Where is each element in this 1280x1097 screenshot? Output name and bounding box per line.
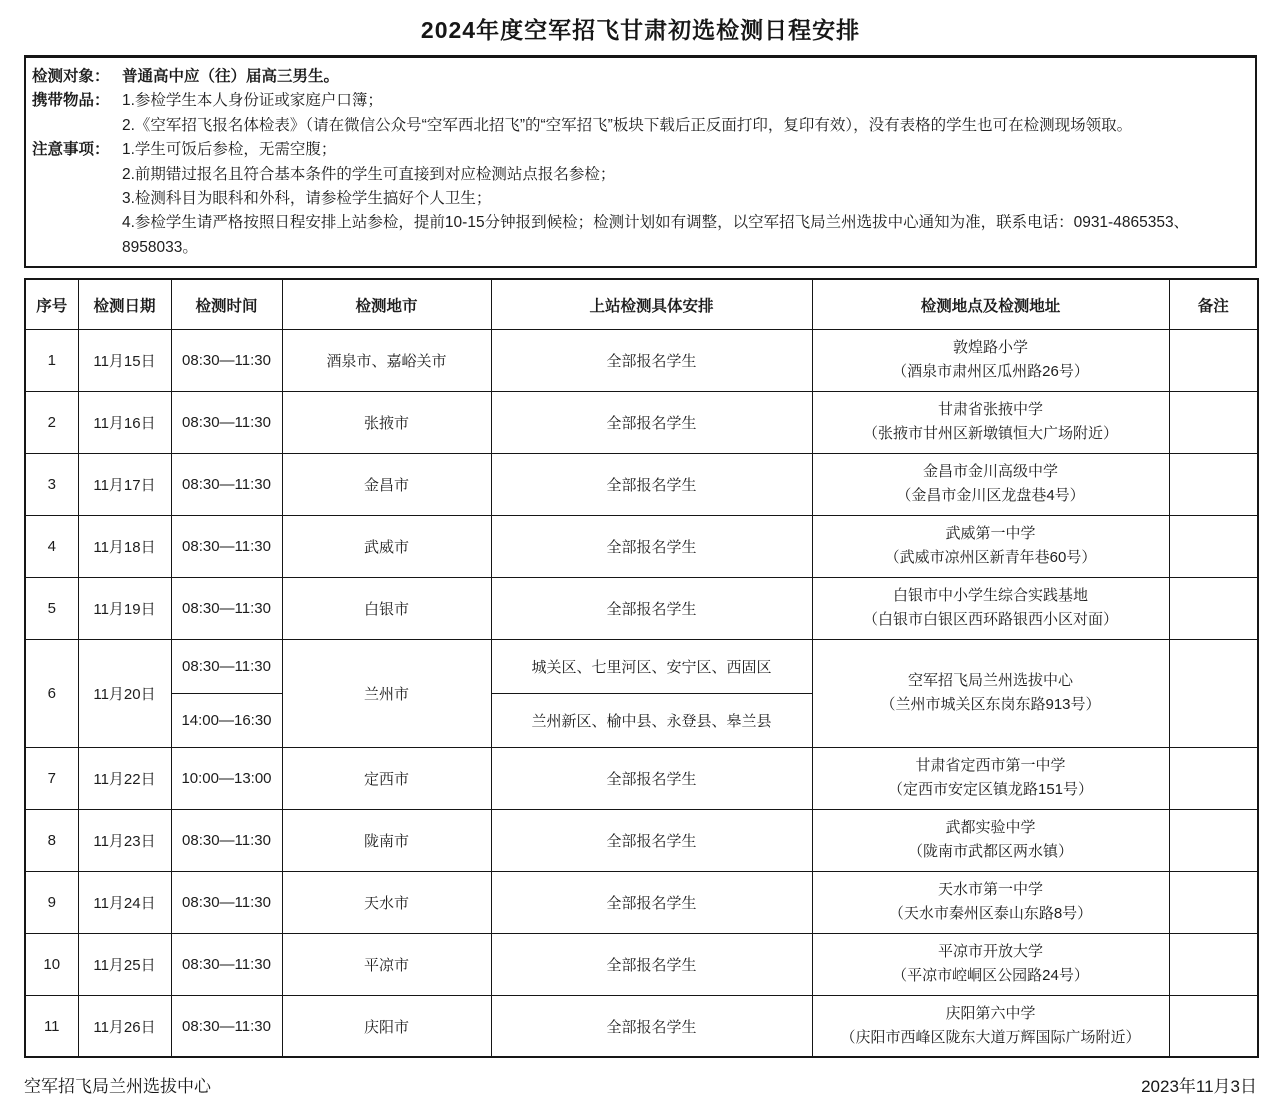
location-address: （武威市凉州区新青年巷60号） [884, 549, 1097, 567]
cell-no: 8 [25, 809, 78, 871]
note-group-items [32, 89, 1245, 138]
cell-location [812, 515, 1169, 577]
location-name: 敦煌路小学 [952, 339, 1028, 357]
cell-city: 陇南市 [282, 809, 491, 871]
location-name: 金昌市金川高级中学 [922, 463, 1058, 481]
location-address: （兰州市城关区东岗东路913号） [880, 696, 1101, 714]
cell-arrangement: 全部报名学生 [491, 577, 812, 639]
cell-time: 08:30—11:30 [171, 329, 282, 391]
note-line: 普通高中应（往）届高三男生。 [122, 68, 340, 85]
cell-arrangement: 全部报名学生 [491, 453, 812, 515]
cell-city: 兰州市 [282, 639, 491, 747]
location-name: 白银市中小学生综合实践基地 [892, 587, 1088, 605]
location-address: （陇南市武都区两水镇） [907, 843, 1073, 861]
cell-city: 庆阳市 [282, 995, 491, 1057]
cell-arrangement: 兰州新区、榆中县、永登县、皋兰县 [491, 693, 812, 747]
location-name: 平凉市开放大学 [937, 943, 1043, 961]
table-header-row [25, 279, 1258, 329]
cell-date: 11月25日 [78, 933, 171, 995]
cell-date: 11月22日 [78, 747, 171, 809]
header-time: 检测时间 [171, 279, 282, 329]
header-remark: 备注 [1169, 279, 1258, 329]
cell-no: 9 [25, 871, 78, 933]
location-name: 武都实验中学 [945, 819, 1036, 837]
cell-date: 11月26日 [78, 995, 171, 1057]
notes-box [24, 55, 1257, 268]
table-row [25, 515, 1258, 577]
footer-date: 2023年11月3日 [1141, 1077, 1257, 1097]
location-name: 甘肃省定西市第一中学 [915, 757, 1066, 775]
cell-remark [1169, 871, 1258, 933]
cell-date: 11月23日 [78, 809, 171, 871]
cell-remark [1169, 933, 1258, 995]
location-name: 天水市第一中学 [937, 881, 1043, 899]
location-address: （酒泉市肃州区瓜州路26号） [892, 363, 1089, 381]
cell-location [812, 577, 1169, 639]
cell-date: 11月16日 [78, 391, 171, 453]
location-address: （天水市秦州区泰山东路8号） [888, 905, 1093, 923]
cell-time: 08:30—11:30 [171, 933, 282, 995]
note-line: 2.《空军招飞报名体检表》（请在微信公众号“空军西北招飞”的“空军招飞”板块下载后正反面打印，复印有效），没有表格的学生也可在检测现场领取。 [122, 116, 1133, 134]
header-arrangement: 上站检测具体安排 [491, 279, 812, 329]
note-line: 1.学生可饭后参检，无需空腹； [122, 141, 337, 159]
cell-remark [1169, 329, 1258, 391]
cell-remark [1169, 453, 1258, 515]
note-line: 3.检测科目为眼科和外科，请参检学生搞好个人卫生； [122, 190, 492, 208]
cell-arrangement: 全部报名学生 [491, 809, 812, 871]
cell-date: 11月17日 [78, 453, 171, 515]
note-line: 2.前期错过报名且符合基本条件的学生可直接到对应检测站点报名参检； [122, 165, 616, 183]
cell-time: 08:30—11:30 [171, 809, 282, 871]
note-group-cautions [32, 138, 1245, 260]
note-line: 1.参检学生本人身份证或家庭户口簿； [122, 92, 383, 110]
cell-city: 天水市 [282, 871, 491, 933]
cell-time: 08:30—11:30 [171, 577, 282, 639]
location-name: 武威第一中学 [945, 525, 1036, 543]
location-address: （平凉市崆峒区公园路24号） [892, 967, 1089, 985]
location-address: （庆阳市西峰区陇东大道万辉国际广场附近） [840, 1029, 1141, 1046]
cell-remark [1169, 639, 1258, 747]
cell-time: 08:30—11:30 [171, 391, 282, 453]
cell-remark [1169, 809, 1258, 871]
note-label: 注意事项： [32, 141, 110, 159]
location-address: （张掖市甘州区新墩镇恒大广场附近） [862, 425, 1118, 443]
cell-arrangement: 全部报名学生 [491, 391, 812, 453]
location-name: 庆阳第六中学 [945, 1005, 1036, 1022]
cell-time: 08:30—11:30 [171, 453, 282, 515]
cell-location [812, 329, 1169, 391]
cell-date: 11月18日 [78, 515, 171, 577]
cell-city: 武威市 [282, 515, 491, 577]
cell-remark [1169, 515, 1258, 577]
cell-no: 1 [25, 329, 78, 391]
cell-no: 5 [25, 577, 78, 639]
schedule-table [24, 278, 1259, 1058]
cell-remark [1169, 995, 1258, 1057]
cell-location [812, 747, 1169, 809]
cell-city: 白银市 [282, 577, 491, 639]
cell-location [812, 391, 1169, 453]
cell-location [812, 809, 1169, 871]
note-line: 8958033。 [122, 238, 198, 256]
cell-location [812, 933, 1169, 995]
cell-no: 10 [25, 933, 78, 995]
header-city: 检测地市 [282, 279, 491, 329]
cell-no: 7 [25, 747, 78, 809]
cell-no: 2 [25, 391, 78, 453]
table-row [25, 809, 1258, 871]
cell-date: 11月19日 [78, 577, 171, 639]
cell-arrangement: 全部报名学生 [491, 933, 812, 995]
cell-location [812, 995, 1169, 1057]
cell-city: 定西市 [282, 747, 491, 809]
note-label: 携带物品： [32, 92, 110, 110]
location-address: （定西市安定区镇龙路151号） [887, 781, 1094, 799]
table-row [25, 391, 1258, 453]
note-line: 4.参检学生请严格按照日程安排上站参检，提前10-15分钟报到候检；检测计划如有调整，以空军招飞局兰州选拔中心通知为准，联系电话：0931-4865353、 [122, 214, 1190, 232]
page-title: 2024年度空军招飞甘肃初选检测日程安排 [420, 17, 861, 43]
cell-city: 酒泉市、嘉峪关市 [282, 329, 491, 391]
cell-city: 金昌市 [282, 453, 491, 515]
table-row [25, 577, 1258, 639]
cell-location [812, 453, 1169, 515]
cell-no: 4 [25, 515, 78, 577]
cell-time: 08:30—11:30 [171, 515, 282, 577]
cell-no: 11 [25, 995, 78, 1057]
note-group-target [32, 65, 1245, 89]
location-address: （白银市白银区西环路银西小区对面） [862, 611, 1118, 629]
footer-issuer: 空军招飞局兰州选拔中心 [24, 1077, 211, 1097]
cell-remark [1169, 747, 1258, 809]
cell-arrangement: 全部报名学生 [491, 515, 812, 577]
cell-time: 08:30—11:30 [171, 871, 282, 933]
header-date: 检测日期 [78, 279, 171, 329]
table-row [25, 871, 1258, 933]
cell-city: 平凉市 [282, 933, 491, 995]
table-row [25, 453, 1258, 515]
cell-date: 11月24日 [78, 871, 171, 933]
cell-location [812, 871, 1169, 933]
cell-location [812, 639, 1169, 747]
cell-time: 14:00—16:30 [171, 693, 282, 747]
location-address: （金昌市金川区龙盘巷4号） [896, 487, 1085, 505]
cell-date: 11月15日 [78, 329, 171, 391]
cell-arrangement: 城关区、七里河区、安宁区、西固区 [491, 639, 812, 693]
note-label: 检测对象： [32, 68, 110, 85]
cell-arrangement: 全部报名学生 [491, 995, 812, 1057]
table-row [25, 995, 1258, 1057]
cell-time: 10:00—13:00 [171, 747, 282, 809]
cell-arrangement: 全部报名学生 [491, 747, 812, 809]
cell-time: 08:30—11:30 [171, 995, 282, 1057]
cell-date: 11月20日 [78, 639, 171, 747]
header-location: 检测地点及检测地址 [812, 279, 1169, 329]
table-row [25, 747, 1258, 809]
location-name: 空军招飞局兰州选拔中心 [907, 672, 1073, 690]
header-no: 序号 [25, 279, 78, 329]
location-name: 甘肃省张掖中学 [937, 401, 1043, 419]
table-row [25, 329, 1258, 391]
table-row [25, 933, 1258, 995]
cell-no: 6 [25, 639, 78, 747]
page-footer [24, 1072, 1257, 1097]
cell-remark [1169, 577, 1258, 639]
cell-arrangement: 全部报名学生 [491, 329, 812, 391]
cell-remark [1169, 391, 1258, 453]
cell-time: 08:30—11:30 [171, 639, 282, 693]
cell-no: 3 [25, 453, 78, 515]
cell-city: 张掖市 [282, 391, 491, 453]
cell-arrangement: 全部报名学生 [491, 871, 812, 933]
table-row [25, 639, 1258, 693]
